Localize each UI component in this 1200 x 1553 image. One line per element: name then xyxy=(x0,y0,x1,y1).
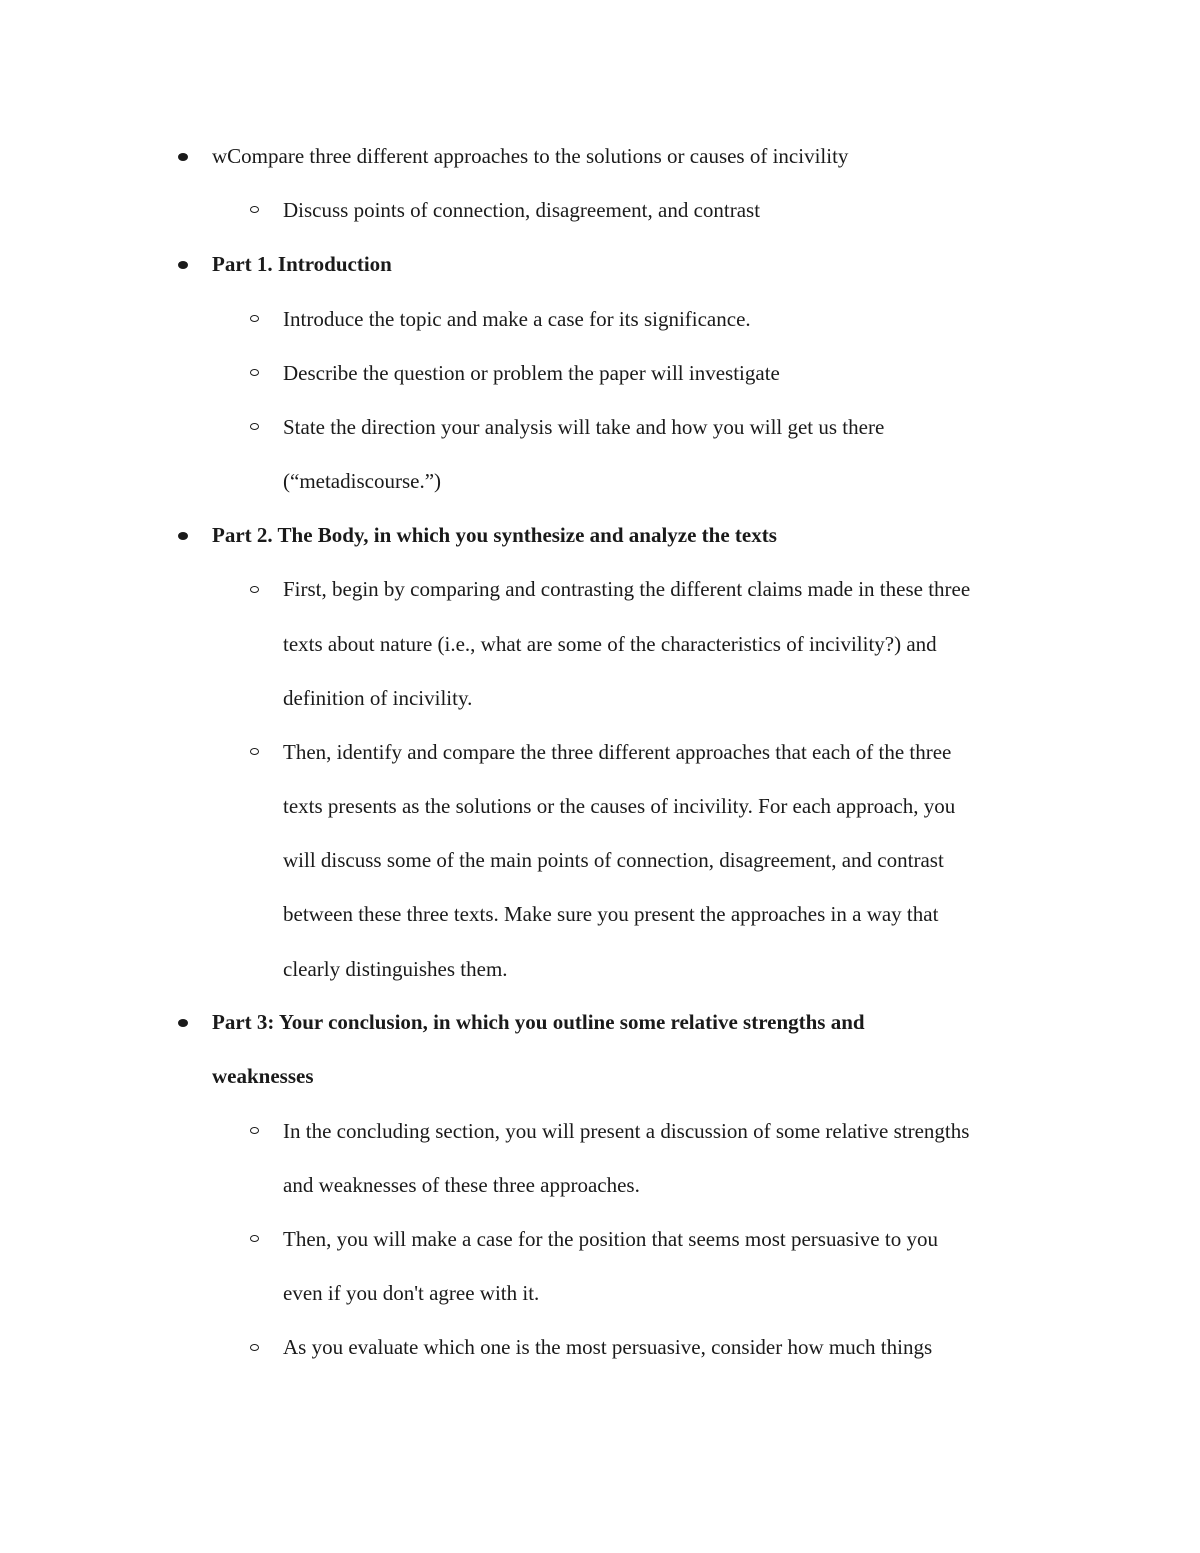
part2-subitem-first-line2: texts about nature (i.e., what are some of the characteristics of incivility?) and xyxy=(283,632,937,656)
part2-subitem-then-line1: Then, identify and compare the three different approaches that each of the three xyxy=(283,740,952,764)
bullet-filled-icon xyxy=(178,532,188,540)
bullet-hollow-icon xyxy=(250,586,259,593)
bullet-hollow-icon xyxy=(250,206,259,213)
part2-subitem-then-line2: texts presents as the solutions or the causes of incivility. For each approach, you xyxy=(283,794,956,818)
part3-subitem-evaluate-line1: As you evaluate which one is the most persuasive, consider how much things xyxy=(283,1335,933,1359)
part2-subitem-first-line1: First, begin by comparing and contrasting the different claims made in these three xyxy=(283,577,971,601)
part3-heading-line1: Part 3: Your conclusion, in which you outline some relative strengths and xyxy=(212,1010,865,1034)
bullet-hollow-icon xyxy=(250,1235,259,1242)
bullet-filled-icon xyxy=(178,153,188,161)
bullet-hollow-icon xyxy=(250,748,259,755)
bullet-filled-icon xyxy=(178,1019,188,1027)
part1-subitem-state-line2: (“metadiscourse.”) xyxy=(283,469,442,493)
bullet-filled-icon xyxy=(178,261,188,269)
bullet-hollow-icon xyxy=(250,1344,259,1351)
bullet-hollow-icon xyxy=(250,369,259,376)
part2-subitem-then-line3: will discuss some of the main points of connection, disagreement, and contrast xyxy=(283,848,944,872)
bullet-hollow-icon xyxy=(250,1127,259,1134)
part3-heading-line2: weaknesses xyxy=(212,1064,314,1088)
part3-subitem-case-line2: even if you don't agree with it. xyxy=(283,1281,540,1305)
part1-subitem-introduce: Introduce the topic and make a case for its significance. xyxy=(283,307,751,331)
part3-subitem-case-line1: Then, you will make a case for the position that seems most persuasive to you xyxy=(283,1227,938,1251)
part3-subitem-concluding-line1: In the concluding section, you will present a discussion of some relative strengths xyxy=(283,1119,970,1143)
part3-subitem-concluding-line2: and weaknesses of these three approaches. xyxy=(283,1173,640,1197)
part1-subitem-describe: Describe the question or problem the paper will investigate xyxy=(283,361,780,385)
bullet-hollow-icon xyxy=(250,423,259,430)
part1-subitem-state-line1: State the direction your analysis will take and how you will get us there xyxy=(283,415,885,439)
part2-subitem-then-line5: clearly distinguishes them. xyxy=(283,957,508,981)
part2-subitem-first-line3: definition of incivility. xyxy=(283,686,473,710)
part2-heading: Part 2. The Body, in which you synthesize and analyze the texts xyxy=(212,523,777,547)
part2-subitem-then-line4: between these three texts. Make sure you present the approaches in a way that xyxy=(283,902,939,926)
outline-subitem-discuss: Discuss points of connection, disagreement, and contrast xyxy=(283,198,761,222)
outline-item-compare: wCompare three different approaches to the solutions or causes of incivility xyxy=(212,144,849,168)
part1-heading: Part 1. Introduction xyxy=(212,252,392,276)
bullet-hollow-icon xyxy=(250,315,259,322)
